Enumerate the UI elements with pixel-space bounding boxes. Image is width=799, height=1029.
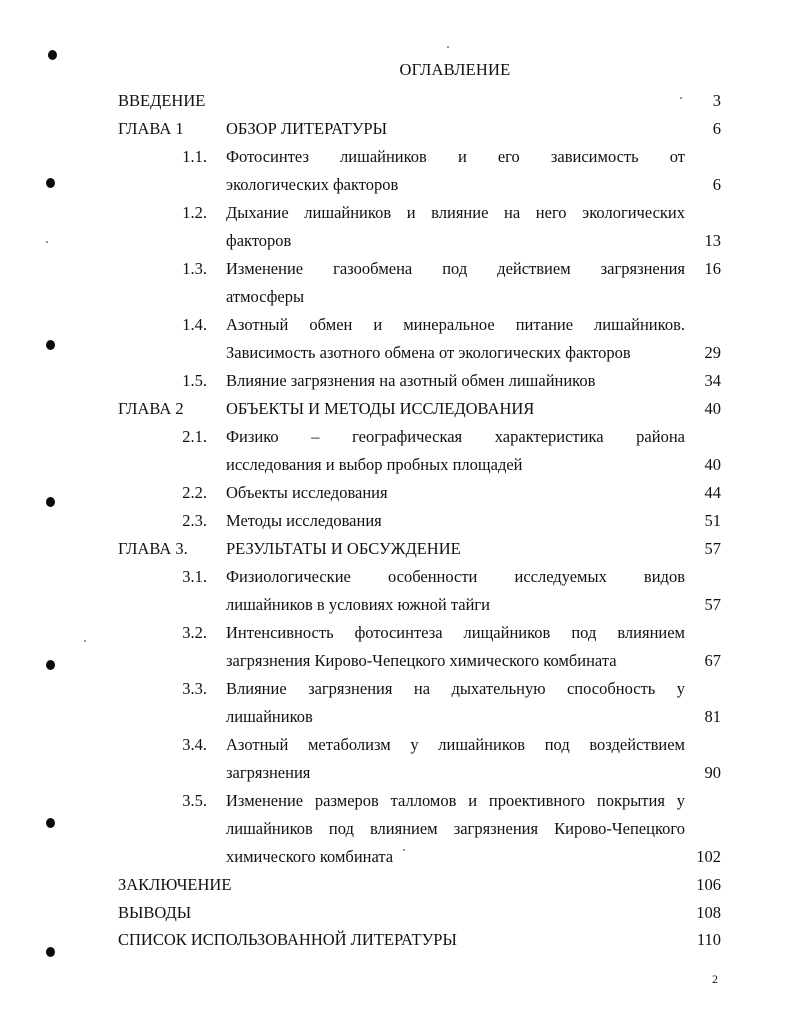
toc-page-number: 13 bbox=[704, 231, 721, 250]
toc-page-number: 40 bbox=[704, 399, 721, 418]
toc-page-number: 108 bbox=[696, 903, 721, 922]
toc-section-number: 2.1. bbox=[182, 427, 207, 446]
toc-chapter-title: ОБЗОР ЛИТЕРАТУРЫ bbox=[226, 119, 387, 138]
toc-section-title-line: лишайников под влиянием загрязнения Кирово-Чепецкого bbox=[226, 819, 685, 838]
toc-section-number: 1.1. bbox=[182, 147, 207, 166]
toc-section-title-line: Влияние загрязнения на дыхательную способность у bbox=[226, 679, 685, 698]
toc-entry-section-3-4-cont bbox=[0, 761, 799, 785]
toc-section-title-line: загрязнения Кирово-Чепецкого химического комбината bbox=[226, 651, 617, 670]
toc-page-number: 29 bbox=[704, 343, 721, 362]
toc-section-title-line: химического комбината bbox=[226, 847, 394, 866]
toc-section-title-line: Зависимость азотного обмена от экологических факторов bbox=[226, 343, 631, 362]
toc-entry-section-1-3[interactable] bbox=[0, 257, 799, 281]
toc-entry-section-1-2-cont bbox=[0, 229, 799, 253]
toc-entry-section-1-1-cont bbox=[0, 173, 799, 197]
toc-section-number: 3.1. bbox=[182, 567, 207, 586]
toc-chapter-label: ГЛАВА 3. bbox=[118, 539, 188, 558]
toc-section-title-line: Азотный метаболизм у лишайников под воздействием bbox=[226, 735, 685, 754]
toc-entry-references[interactable] bbox=[0, 928, 799, 952]
toc-entry-label: ВВЕДЕНИЕ bbox=[118, 91, 206, 110]
toc-page-number: 40 bbox=[704, 455, 721, 474]
toc-section-title-line: Физиологические особенности исследуемых видов bbox=[226, 567, 685, 586]
toc-entry-findings[interactable] bbox=[0, 901, 799, 925]
toc-section-title-line: Азотный обмен и минеральное питание лишайников. bbox=[226, 315, 685, 334]
toc-entry-section-2-1-cont bbox=[0, 453, 799, 477]
toc-section-number: 3.3. bbox=[182, 679, 207, 698]
toc-page-number: 81 bbox=[704, 707, 721, 726]
toc-entry-section-2-2[interactable] bbox=[0, 481, 799, 505]
toc-page-number: 51 bbox=[704, 511, 721, 530]
toc-section-number: 3.5. bbox=[182, 791, 207, 810]
toc-entry-section-1-3-cont bbox=[0, 285, 799, 309]
toc-entry-label: СПИСОК ИСПОЛЬЗОВАННОЙ ЛИТЕРАТУРЫ bbox=[118, 930, 457, 949]
toc-section-title-line: лишайников в условиях южной тайги bbox=[226, 595, 490, 614]
toc-entry-section-3-1-cont bbox=[0, 593, 799, 617]
toc-chapter-title: ОБЪЕКТЫ И МЕТОДЫ ИССЛЕДОВАНИЯ bbox=[226, 399, 535, 418]
toc-section-title-line: Дыхание лишайников и влияние на него экологических bbox=[226, 203, 685, 222]
toc-page-number: 102 bbox=[696, 847, 721, 866]
toc-section-number: 2.2. bbox=[182, 483, 207, 502]
toc-entry-chapter-2[interactable] bbox=[0, 397, 799, 421]
toc-section-title-line: атмосферы bbox=[226, 287, 305, 306]
toc-entry-section-1-1[interactable] bbox=[0, 145, 799, 169]
toc-entry-section-2-3[interactable] bbox=[0, 509, 799, 533]
scan-speck bbox=[447, 46, 449, 48]
toc-section-title-line: Изменение размеров талломов и проективного покрытия у bbox=[226, 791, 685, 810]
toc-section-title-line: лишайников bbox=[226, 707, 313, 726]
toc-entry-section-3-1[interactable] bbox=[0, 565, 799, 589]
toc-entry-section-3-5[interactable] bbox=[0, 789, 799, 813]
toc-entry-label: ЗАКЛЮЧЕНИЕ bbox=[118, 875, 232, 894]
toc-entry-chapter-1[interactable] bbox=[0, 117, 799, 141]
toc-page-number: 67 bbox=[704, 651, 721, 670]
page-number: 2 bbox=[712, 972, 718, 986]
binder-hole-mark bbox=[48, 50, 57, 60]
toc-section-number: 1.4. bbox=[182, 315, 207, 334]
toc-chapter-label: ГЛАВА 1 bbox=[118, 119, 184, 138]
toc-entry-section-3-2[interactable] bbox=[0, 621, 799, 645]
toc-page-number: 57 bbox=[704, 595, 721, 614]
toc-page-number: 6 bbox=[712, 175, 721, 194]
toc-entry-section-3-5-cont2 bbox=[0, 845, 799, 869]
toc-page-number: 57 bbox=[704, 539, 721, 558]
toc-page-number: 106 bbox=[696, 875, 721, 894]
toc-section-title-line: загрязнения bbox=[226, 763, 311, 782]
toc-entry-section-3-2-cont bbox=[0, 649, 799, 673]
toc-page-number: 34 bbox=[704, 371, 721, 390]
toc-page-number: 90 bbox=[704, 763, 721, 782]
toc-chapter-label: ГЛАВА 2 bbox=[118, 399, 184, 418]
toc-entry-chapter-3[interactable] bbox=[0, 537, 799, 561]
toc-page-number: 110 bbox=[696, 930, 721, 949]
toc-section-title-line: Объекты исследования bbox=[226, 483, 388, 502]
toc-section-title-line: факторов bbox=[226, 231, 292, 250]
toc-chapter-title: РЕЗУЛЬТАТЫ И ОБСУЖДЕНИЕ bbox=[226, 539, 461, 558]
toc-section-number: 3.4. bbox=[182, 735, 207, 754]
toc-section-title-line: экологических факторов bbox=[226, 175, 399, 194]
toc-entry-section-1-4[interactable] bbox=[0, 313, 799, 337]
toc-section-title-line: Физико – географическая характеристика района bbox=[226, 427, 685, 446]
toc-entry-section-3-3[interactable] bbox=[0, 677, 799, 701]
toc-section-number: 1.3. bbox=[182, 259, 207, 278]
toc-section-title-line: Фотосинтез лишайников и его зависимость от bbox=[226, 147, 685, 166]
toc-section-title-line: исследования и выбор пробных площадей bbox=[226, 455, 523, 474]
toc-section-number: 1.5. bbox=[182, 371, 207, 390]
toc-entry-section-1-5[interactable] bbox=[0, 369, 799, 393]
toc-page-number: 3 bbox=[712, 91, 721, 110]
toc-section-title-line: Интенсивность фотосинтеза лищайников под влиянием bbox=[226, 623, 685, 642]
toc-entry-introduction[interactable] bbox=[0, 89, 799, 113]
toc-section-number: 2.3. bbox=[182, 511, 207, 530]
toc-section-title-line: Влияние загрязнения на азотный обмен лишайников bbox=[226, 371, 596, 390]
toc-page-number: 6 bbox=[712, 119, 721, 138]
toc-entry-section-2-1[interactable] bbox=[0, 425, 799, 449]
toc-entry-label: ВЫВОДЫ bbox=[118, 903, 192, 922]
toc-page-number: 16 bbox=[704, 259, 721, 278]
toc-section-title-line: Методы исследования bbox=[226, 511, 382, 530]
toc-entry-section-3-5-cont bbox=[0, 817, 799, 841]
toc-entry-conclusion[interactable] bbox=[0, 873, 799, 897]
toc-page-number: 44 bbox=[704, 483, 721, 502]
toc-entry-section-1-2[interactable] bbox=[0, 201, 799, 225]
toc-entry-section-3-4[interactable] bbox=[0, 733, 799, 757]
toc-section-number: 1.2. bbox=[182, 203, 207, 222]
toc-entry-section-3-3-cont bbox=[0, 705, 799, 729]
toc-section-title-line: Изменение газообмена под действием загрязнения bbox=[226, 259, 685, 278]
toc-entry-section-1-4-cont bbox=[0, 341, 799, 365]
page-title: ОГЛАВЛЕНИЕ bbox=[399, 60, 511, 79]
toc-section-number: 3.2. bbox=[182, 623, 207, 642]
